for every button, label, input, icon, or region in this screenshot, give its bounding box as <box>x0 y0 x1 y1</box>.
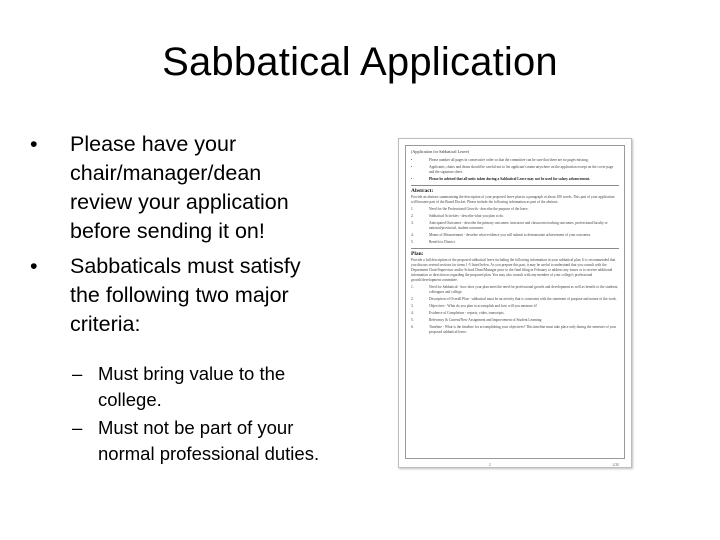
dash-glyph: – <box>72 363 83 384</box>
plan-item: 3. Objectives - What do you plan to accomplish and how will you measure it? <box>411 304 538 308</box>
bullet-list <box>30 130 370 467</box>
bullet-line: before sending it on! <box>70 219 265 243</box>
abstract-item: 5. Benefit to District <box>411 240 455 244</box>
form-frame <box>405 145 625 459</box>
form-footer-code: 2/20 <box>612 463 619 467</box>
bullet-line: review your application <box>70 190 289 214</box>
plan-item: 1. Need for Sabbatical - how does your plan meet the need for professional growth and development as well as benefit to the students, colleagues and college. <box>411 285 619 294</box>
form-footer <box>399 463 631 467</box>
bullet-line: Please have your <box>70 132 237 156</box>
sub-bullet-line: normal professional duties. <box>98 443 320 464</box>
plan-item: 2. Description of Overall Plan - sabbatical must be an activity that is consistent with the statement of purpose and nature of the work. <box>411 297 617 301</box>
abstract-item: 3. Anticipated Outcomes - describe the primary outcomes: instructor and classroom teaching outcomes, professional/faculty or national/provincial, student outcomes. <box>411 221 608 230</box>
slide-title: Sabbatical Application <box>162 40 558 84</box>
abstract-item: 2. Sabbatical Activities - describe what you plan to do. <box>411 214 504 218</box>
abstract-item: 1. Need for the Professional Growth - describe the purpose of the leave. <box>411 207 529 211</box>
bullet-line: chair/manager/dean <box>70 161 262 185</box>
dash-glyph: – <box>72 417 83 438</box>
sub-bullet-item <box>30 415 370 467</box>
plan-item: 5. Relevancy & Current/New Assignment and Improvement of Student Learning <box>411 318 542 322</box>
plan-title: Plan: <box>411 251 424 257</box>
abstract-text: Provide an abstract summarizing the description of your proposed leave plan in a paragraph of about 100 words. This part of your application will become part of the Board Docket. Please include the following information as part of the abstract: <box>411 195 615 204</box>
form-header: (Application for Sabbatical Leave) <box>411 149 470 154</box>
plan-item: 4. Evidence of Completion - reports, video, transcripts. <box>411 311 505 315</box>
application-form-image <box>398 138 632 468</box>
abstract-item: 4. Means of Measurement - describe what evidence you will submit to demonstrate achievement of your outcomes. <box>411 233 592 237</box>
bullet-glyph: • <box>30 254 38 278</box>
bullet-glyph: • <box>30 132 38 156</box>
bullet-item <box>30 130 370 246</box>
abstract-title: Abstract: <box>411 188 434 194</box>
plan-item: 6. Timeline - What is the timeline for accomplishing your objectives? This timeline must take place only during the semester of your proposed sabbatical leave. <box>411 325 617 334</box>
bullet-line: Sabbaticals must satisfy <box>70 254 301 278</box>
sub-bullet-line: Must bring value to the <box>98 363 286 384</box>
bullet-item <box>30 252 370 339</box>
plan-text: Provide a full description of the proposed sabbatical leave including the following information in your sabbatical plan. It is recommended that you discuss several sections for items 1-5 listed below. As you prepare this part, it may be useful to understand that you consult with the Department Chair/Supervisor and/or School Dean/Manager prior to the final filing in February to address any issues or to receive additional information or direction as regarding the proposed plan. You may also consult with any member of your college's professional growth/development committee. <box>411 258 616 282</box>
plan-section <box>411 248 619 335</box>
sub-bullet-line: Must not be part of your <box>98 417 294 438</box>
bullet-line: criteria: <box>70 312 141 336</box>
sub-bullet-line: college. <box>98 389 162 410</box>
form-note: • Applicants, chairs and deans should be careful not to list applicant's name anywhere on the application except on the cover page and the signature sheet. <box>411 165 614 174</box>
form-page-number: 2 <box>489 463 491 467</box>
abstract-section <box>411 185 619 245</box>
form-note: • Please be advised that all units taken during a Sabbatical Leave may not be used for salary advancement. <box>411 177 591 181</box>
sub-bullet-item <box>30 361 370 413</box>
bullet-line: the following two major <box>70 283 289 307</box>
form-note: • Please number all pages in consecutive order so that the committee can be sure that there are no pages missing. <box>411 158 589 162</box>
